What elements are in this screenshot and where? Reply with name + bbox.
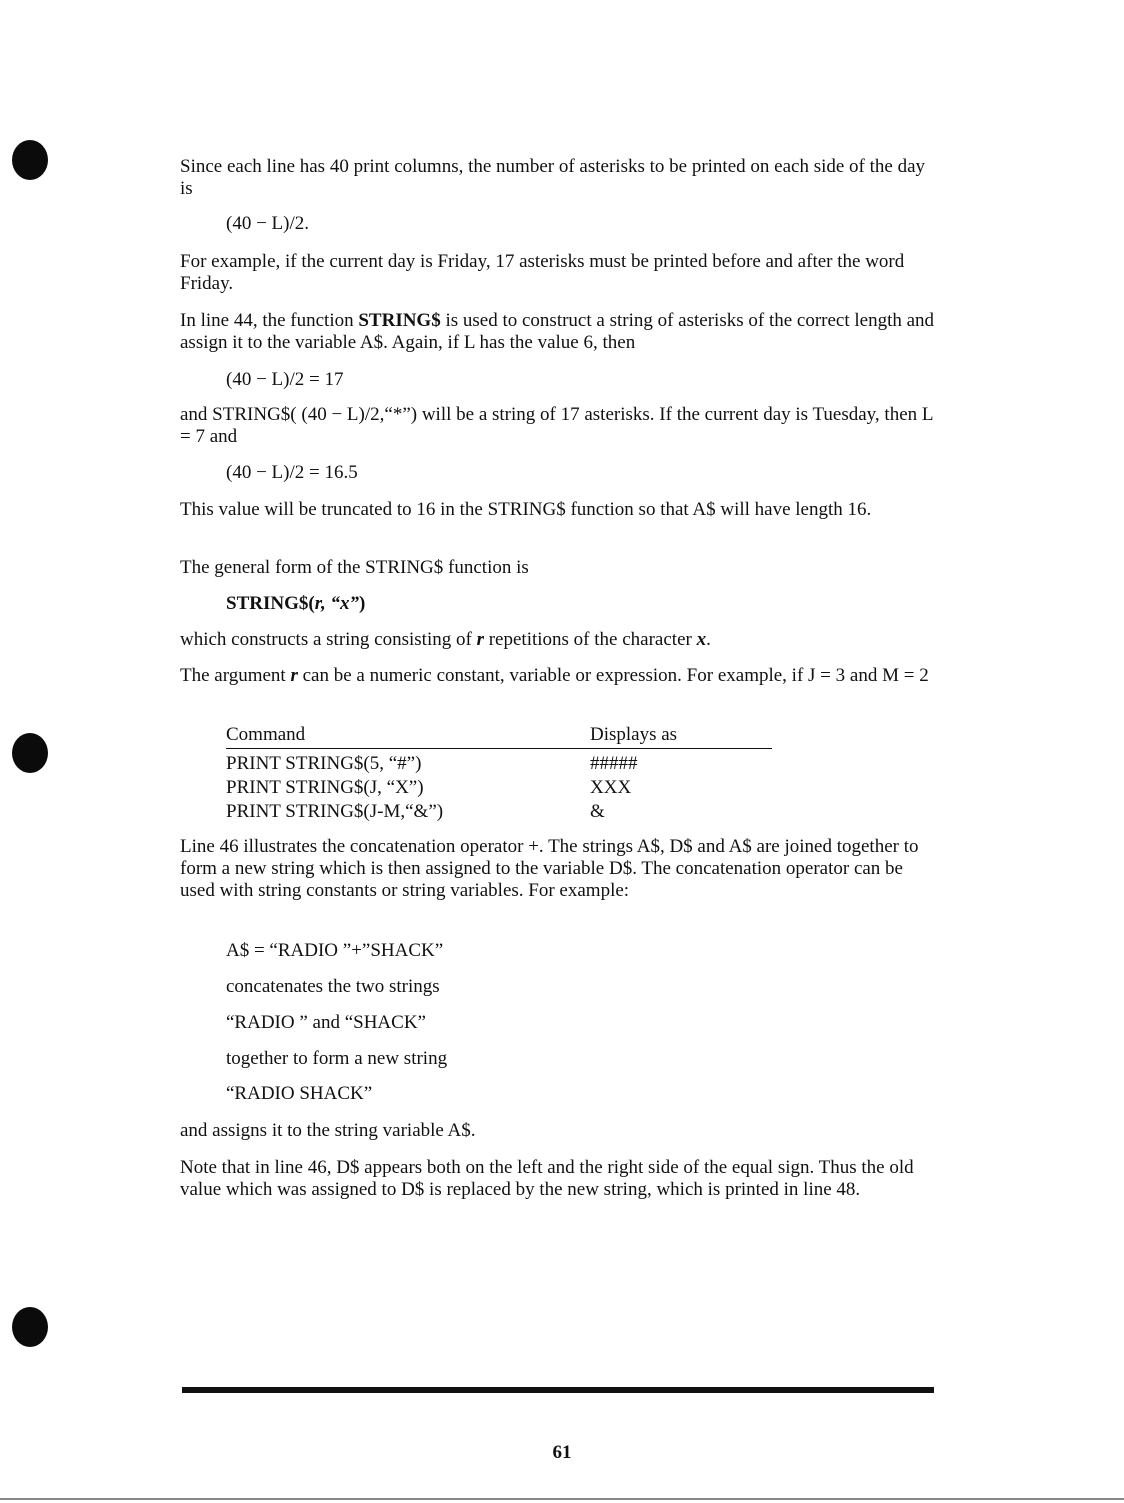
table-row	[226, 777, 772, 801]
paragraph-intro: Since each line has 40 print columns, the number of asterisks to be printed on each side of the day is	[180, 156, 926, 199]
example-concatenates: concatenates the two strings	[226, 976, 440, 997]
table-row	[226, 753, 772, 777]
paragraph-line44: In line 44, the function STRING$ is used to construct a string of asterisks of the correct length and assign it to the variable A$. Again, if L has the value 6, then	[180, 310, 935, 353]
formula-1: (40 − L)/2.	[226, 213, 310, 234]
table-row	[226, 801, 772, 825]
header-displays-as: Displays as	[590, 724, 678, 745]
paragraph-truncation: This value will be truncated to 16 in the STRING$ function so that A$ will have length 16.	[180, 499, 872, 520]
examples-table	[226, 724, 772, 825]
punch-hole-top	[12, 140, 48, 180]
table-header	[226, 724, 772, 749]
table-cell-output: XXX	[590, 777, 632, 798]
footer-rule	[182, 1387, 934, 1393]
example-together: together to form a new string	[226, 1048, 448, 1069]
table-cell-command: PRINT STRING$(J-M,“&”)	[226, 801, 444, 822]
table-cell-command: PRINT STRING$(J, “X”)	[226, 777, 424, 798]
paragraph-constructs: which constructs a string consisting of r repetitions of the character x.	[180, 629, 711, 650]
syntax-string-function: STRING$(r, “x”)	[226, 593, 366, 614]
paragraph-example: For example, if the current day is Friday, 17 asterisks must be printed before and after the word Friday.	[180, 251, 905, 294]
paragraph-general-form: The general form of the STRING$ function is	[180, 557, 529, 578]
punch-hole-bottom	[12, 1307, 48, 1347]
example-result: “RADIO SHACK”	[226, 1083, 373, 1104]
example-assignment: A$ = “RADIO ”+”SHACK”	[226, 940, 444, 961]
scan-edge-line	[0, 1498, 1124, 1500]
page-number: 61	[552, 1442, 572, 1463]
example-two-strings: “RADIO ” and “SHACK”	[226, 1012, 426, 1033]
header-command: Command	[226, 724, 306, 745]
paragraph-argument: The argument r can be a numeric constant, variable or expression. For example, if J = 3 and M = 2	[180, 665, 929, 686]
formula-2: (40 − L)/2 = 17	[226, 369, 344, 390]
table-cell-command: PRINT STRING$(5, “#”)	[226, 753, 422, 774]
punch-hole-middle	[12, 733, 48, 773]
formula-3: (40 − L)/2 = 16.5	[226, 462, 358, 483]
paragraph-note: Note that in line 46, D$ appears both on the left and the right side of the equal sign. Thus the old value which was assigned to D$ is replaced by the new string, which is printed in line 48.	[180, 1157, 914, 1200]
paragraph-string-asterisks: and STRING$( (40 − L)/2,“*”) will be a string of 17 asterisks. If the current day is Tuesday, then L = 7 and	[180, 404, 933, 447]
table-cell-output: #####	[590, 753, 638, 774]
paragraph-assigns: and assigns it to the string variable A$.	[180, 1120, 476, 1141]
table-cell-output: &	[590, 801, 605, 822]
paragraph-concatenation: Line 46 illustrates the concatenation operator +. The strings A$, D$ and A$ are joined together to form a new string which is then assigned to the variable D$. The concatenation operator can be used with string constants or string variables. For example:	[180, 836, 919, 901]
